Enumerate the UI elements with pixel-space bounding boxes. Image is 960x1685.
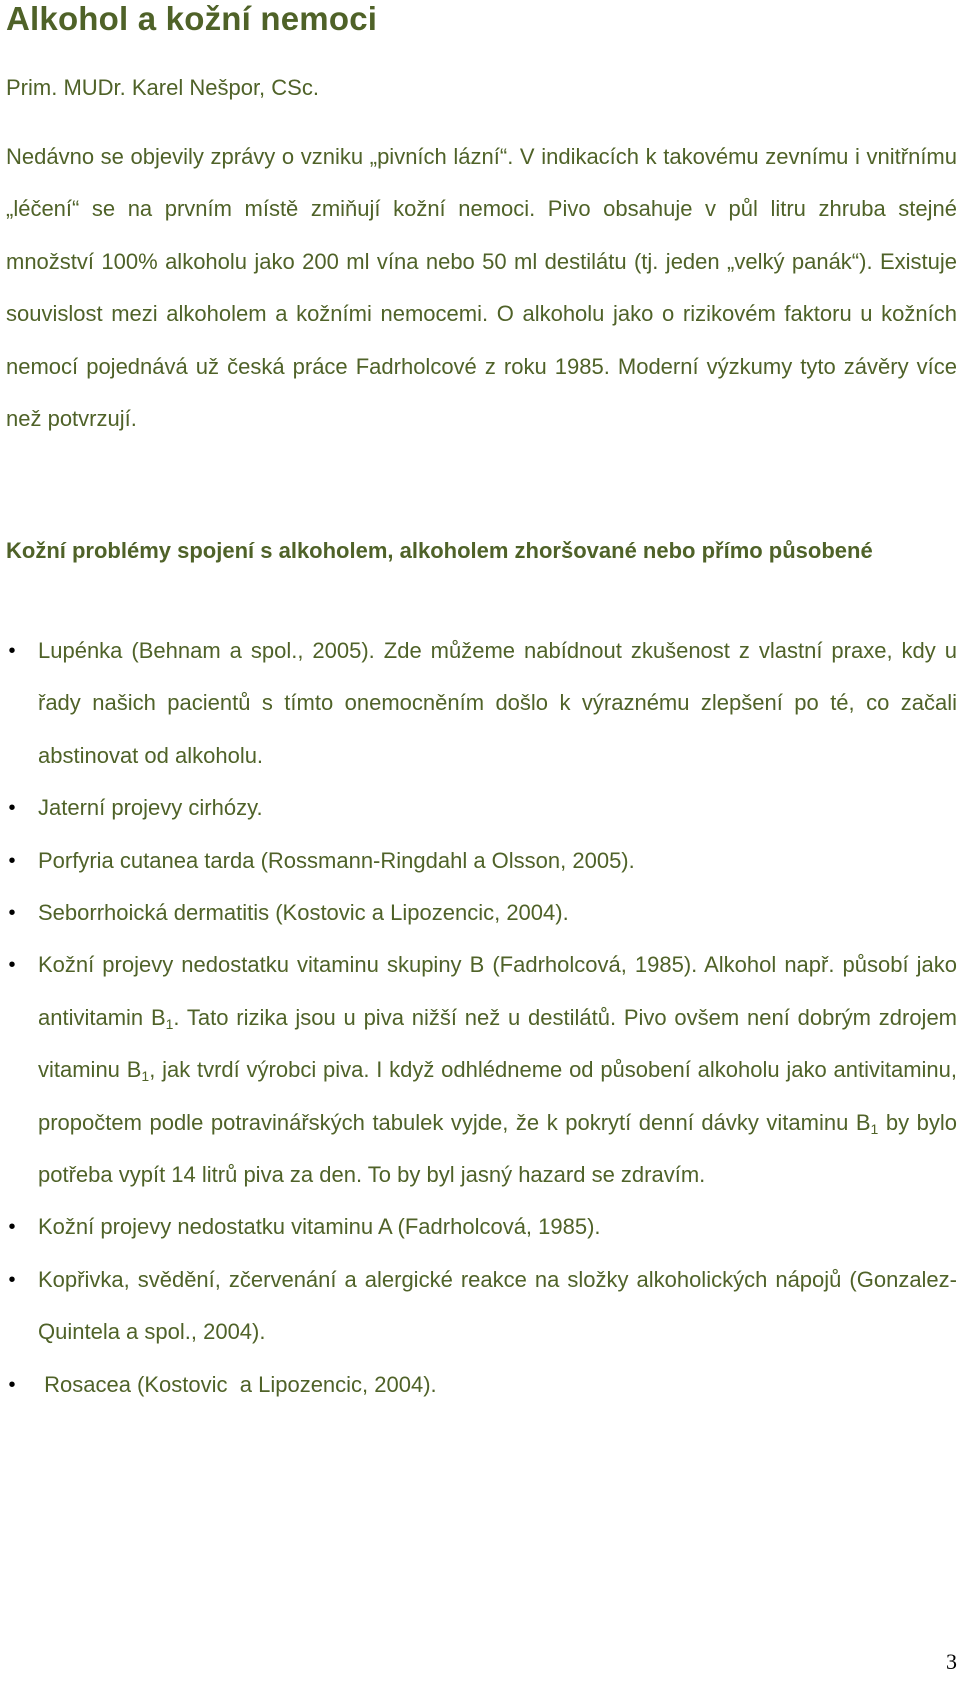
bullet-icon: • xyxy=(8,1268,16,1291)
vitamin-b-text-1: Kožní projevy nedostatku vitaminu skupiny B (Fadrholcová, 1985). Alkohol např. působí jako antivitamin B xyxy=(38,952,957,1030)
list-item-text: Kožní projevy nedostatku vitaminu A (Fadrholcová, 1985). xyxy=(38,1214,601,1240)
list-item-text: Rosacea (Kostovic a Lipozencic, 2004). xyxy=(38,1371,437,1397)
list-item xyxy=(6,782,957,834)
bullet-icon: • xyxy=(8,1216,16,1239)
page-number: 3 xyxy=(946,1649,957,1674)
list-item xyxy=(6,835,957,887)
skin-problems-list xyxy=(6,625,957,1411)
list-item-text: Kopřivka, svědění, zčervenání a alergické reakce na složky alkoholických nápojů (Gonzalez-Quintela a spol., 2004). xyxy=(38,1266,957,1345)
author-line: Prim. MUDr. Karel Nešpor, CSc. xyxy=(6,75,319,100)
bullet-icon: • xyxy=(8,640,16,662)
list-item-text: Porfyria cutanea tarda (Rossmann-Ringdahl a Olsson, 2005). xyxy=(38,847,635,873)
list-item xyxy=(6,939,957,1201)
vitamin-b-text-3: , jak tvrdí výrobci piva. I když odhlédneme od působení alkoholu jako antivitaminu, propočtem podle potravinářských tabulek vyjde, že k pokrytí denní dávky vitaminu B xyxy=(38,1057,957,1135)
document-page xyxy=(6,0,957,1685)
list-item xyxy=(6,1254,957,1359)
vitamin-b-text-4: by bylo potřeba vypít 14 litrů piva za den. To by byl jasný hazard se zdravím. xyxy=(38,1109,957,1188)
list-item-text: Seborrhoická dermatitis (Kostovic a Lipozencic, 2004). xyxy=(38,900,569,926)
subscript-1: 1 xyxy=(165,1015,174,1032)
bullet-icon: • xyxy=(8,1373,16,1396)
list-item xyxy=(6,887,957,939)
bullet-icon: • xyxy=(8,954,16,977)
bullet-icon: • xyxy=(8,849,16,872)
list-item xyxy=(6,1201,957,1253)
section-heading: Kožní problémy spojení s alkoholem, alkoholem zhoršované nebo přímo působené xyxy=(6,538,873,563)
bullet-icon: • xyxy=(8,797,16,820)
document-title: Alkohol a kožní nemoci xyxy=(6,0,378,37)
list-item xyxy=(6,625,957,782)
intro-paragraph xyxy=(6,131,957,445)
vitamin-b-text-2: . Tato rizika jsou u piva nižší než u destilátů. Pivo ovšem není dobrým zdrojem vitaminu B xyxy=(38,1004,957,1083)
intro-text: Nedávno se objevily zprávy o vzniku „pivních lázní“. V indikacích k takovému zevnímu i vnitřnímu „léčení“ se na prvním místě zmiňují kožní nemoci. Pivo obsahuje v půl litru zhruba stejné množství 100% alkoholu jako 200 ml vína nebo 50 ml destilátu (tj. jeden „velký panák“). Existuje souvislost mezi alkoholem a kožními nemocemi. O alkoholu jako o rizikovém faktoru u kožních nemocí pojednává už česká práce Fadrholcové z roku 1985. Moderní výzkumy tyto závěry více než potvrzují. xyxy=(6,144,957,432)
subscript-3: 1 xyxy=(870,1120,879,1137)
list-item xyxy=(6,1359,957,1411)
list-item-text xyxy=(38,952,957,1187)
subscript-2: 1 xyxy=(141,1068,150,1085)
list-item-text: Jaterní projevy cirhózy. xyxy=(38,795,263,821)
bullet-icon: • xyxy=(8,902,16,925)
list-item-text: Lupénka (Behnam a spol., 2005). Zde můžeme nabídnout zkušenost z vlastní praxe, kdy u řady našich pacientů s tímto onemocněním došlo k výraznému zlepšení po té, co začali abstinovat od alkoholu. xyxy=(38,638,957,768)
